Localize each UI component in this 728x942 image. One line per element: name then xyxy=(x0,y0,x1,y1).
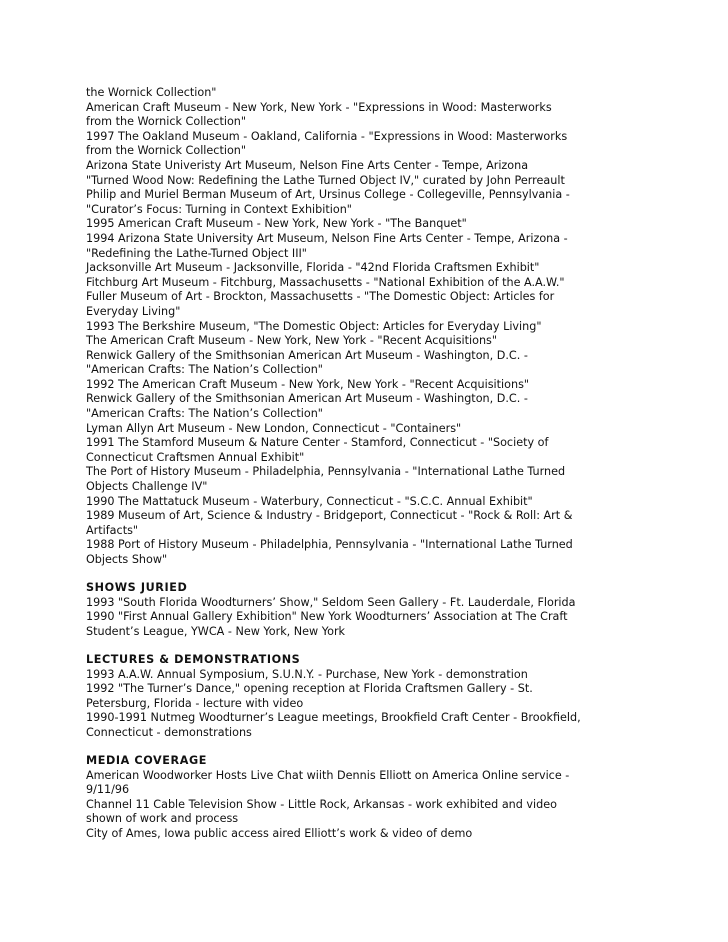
media-coverage-section xyxy=(86,754,646,842)
exhibition-line: 1993 The Berkshire Museum, "The Domestic Object: Articles for Everyday Living" xyxy=(86,319,542,333)
exhibition-line: "American Crafts: The Nation’s Collection" xyxy=(86,407,323,421)
lecture-line: 1993 A.A.W. Annual Symposium, S.U.N.Y. - Purchase, New York - demonstration xyxy=(86,667,528,681)
lecture-line: 1992 "The Turner’s Dance," opening reception at Florida Craftsmen Gallery - St. xyxy=(86,682,533,696)
exhibition-line: the Wornick Collection" xyxy=(86,86,217,99)
exhibition-line: "Redefining the Lathe-Turned Object III" xyxy=(86,246,307,260)
exhibition-line: The American Craft Museum - New York, New York - "Recent Acquisitions" xyxy=(86,334,498,348)
exhibition-line: American Craft Museum - New York, New York - "Expressions in Wood: Masterworks xyxy=(86,100,552,114)
section-gap xyxy=(86,639,646,653)
exhibition-line: 1994 Arizona State University Art Museum, Nelson Fine Arts Center - Tempe, Arizona - xyxy=(86,231,568,245)
exhibition-line: from the Wornick Collection" xyxy=(86,115,247,129)
media-line: American Woodworker Hosts Live Chat wiith Dennis Elliott on America Online service - xyxy=(86,768,570,782)
exhibition-line: "Curator’s Focus: Turning in Context Exhibition" xyxy=(86,202,352,216)
lecture-line: Connecticut - demonstrations xyxy=(86,725,252,739)
media-line: shown of work and process xyxy=(86,812,239,826)
exhibition-line: 1989 Museum of Art, Science & Industry - Bridgeport, Connecticut - "Rock & Roll: Art & xyxy=(86,509,573,523)
exhibition-line: 1995 American Craft Museum - New York, New York - "The Banquet" xyxy=(86,217,467,231)
exhibition-line: "American Crafts: The Nation’s Collection" xyxy=(86,363,323,377)
media-line: 9/11/96 xyxy=(86,783,130,797)
exhibition-line: Philip and Muriel Berman Museum of Art, Ursinus College - Collegeville, Pennsylvania - xyxy=(86,188,570,202)
exhibition-line: Jacksonville Art Museum - Jacksonville, Florida - "42nd Florida Craftsmen Exhibit" xyxy=(86,261,540,275)
juried-line: Student’s League, YWCA - New York, New York xyxy=(86,624,346,638)
juried-line: 1990 "First Annual Gallery Exhibition" New York Woodturners’ Association at The Craft xyxy=(86,610,568,624)
exhibition-line: Objects Challenge IV" xyxy=(86,480,208,494)
media-line: Channel 11 Cable Television Show - Little Rock, Arkansas - work exhibited and video xyxy=(86,797,557,811)
exhibition-line: Objects Show" xyxy=(86,553,168,566)
section-heading: LECTURES & DEMONSTRATIONS xyxy=(86,652,301,666)
exhibition-line: 1997 The Oakland Museum - Oakland, California - "Expressions in Wood: Masterworks xyxy=(86,129,568,143)
exhibition-line: Renwick Gallery of the Smithsonian American Art Museum - Washington, D.C. - xyxy=(86,348,528,362)
section-heading: SHOWS JURIED xyxy=(86,581,188,595)
lectures-section xyxy=(86,653,646,741)
exhibition-line: Fuller Museum of Art - Brockton, Massachusetts - "The Domestic Object: Articles for xyxy=(86,290,555,304)
exhibition-line: 1991 The Stamford Museum & Nature Center - Stamford, Connecticut - "Society of xyxy=(86,436,549,450)
section-gap xyxy=(86,568,646,582)
exhibition-line: Fitchburg Art Museum - Fitchburg, Massachusetts - "National Exhibition of the A.A.W." xyxy=(86,275,565,289)
exhibition-line: Connecticut Craftsmen Annual Exhibit" xyxy=(86,450,305,464)
exhibition-line: 1990 The Mattatuck Museum - Waterbury, Connecticut - "S.C.C. Annual Exhibit" xyxy=(86,494,533,508)
exhibition-line: Lyman Allyn Art Museum - New London, Connecticut - "Containers" xyxy=(86,421,462,435)
lecture-line: Petersburg, Florida - lecture with video xyxy=(86,696,304,710)
shows-juried-section xyxy=(86,581,646,639)
exhibition-line: "Turned Wood Now: Redefining the Lathe Turned Object IV," curated by John Perreault xyxy=(86,173,565,187)
lecture-line: 1990-1991 Nutmeg Woodturner’s League meetings, Brookfield Craft Center - Brookfield, xyxy=(86,711,581,725)
exhibition-line: Everyday Living" xyxy=(86,304,181,318)
exhibition-line: The Port of History Museum - Philadelphia, Pennsylvania - "International Lathe Turned xyxy=(86,465,566,479)
media-line: City of Ames, Iowa public access aired Elliott’s work & video of demo xyxy=(86,827,473,840)
exhibition-line: from the Wornick Collection" xyxy=(86,144,247,158)
section-heading: MEDIA COVERAGE xyxy=(86,754,207,768)
section-gap xyxy=(86,741,646,755)
juried-line: 1993 "South Florida Woodturners’ Show," Seldom Seen Gallery - Ft. Lauderdale, Florida xyxy=(86,595,576,609)
exhibition-line: 1988 Port of History Museum - Philadelphia, Pennsylvania - "International Lathe Turned xyxy=(86,538,573,552)
resume-page xyxy=(86,86,646,842)
exhibition-line: Renwick Gallery of the Smithsonian American Art Museum - Washington, D.C. - xyxy=(86,392,528,406)
exhibition-line: 1992 The American Craft Museum - New York, New York - "Recent Acquisitions" xyxy=(86,377,530,391)
exhibition-line: Arizona State Univeristy Art Museum, Nelson Fine Arts Center - Tempe, Arizona xyxy=(86,158,529,172)
exhibitions-section xyxy=(86,86,646,568)
exhibition-line: Artifacts" xyxy=(86,523,139,537)
